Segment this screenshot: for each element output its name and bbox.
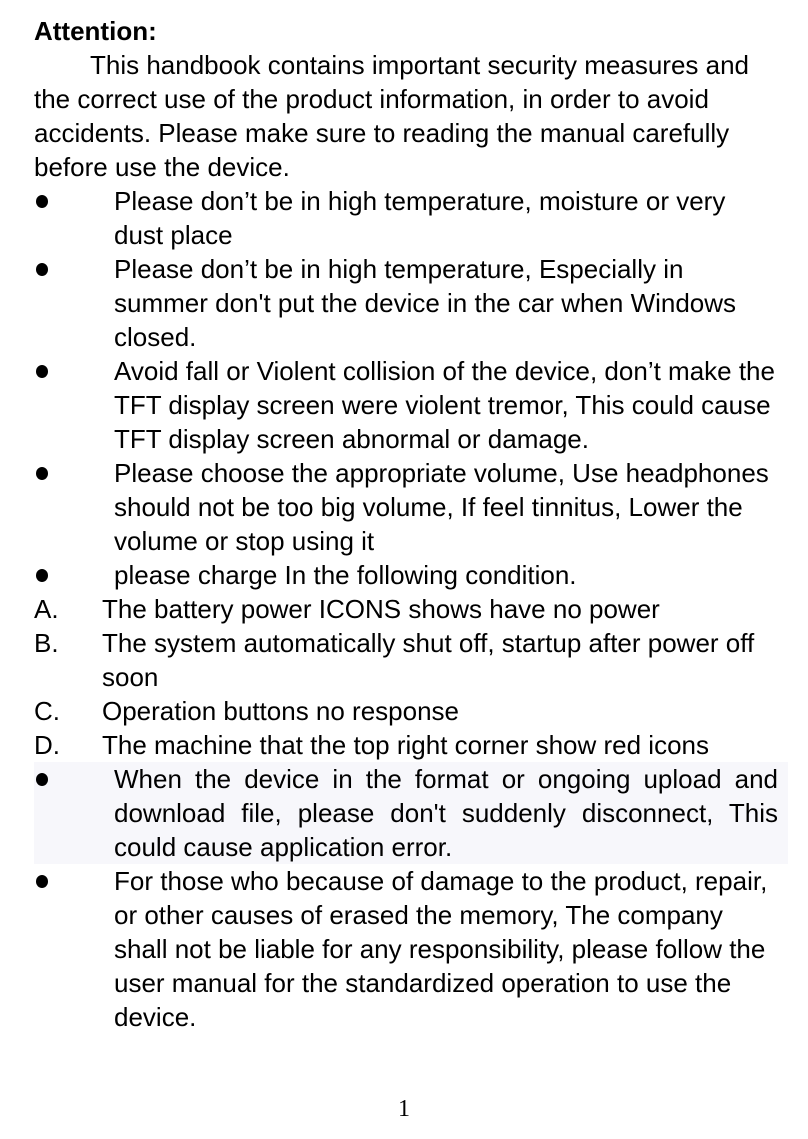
bullet-text: When the device in the format or ongoing upload and download file, please don't suddenly disconnect, This could cause application error. <box>114 764 778 862</box>
condition-text: The battery power ICONS shows have no power <box>102 594 660 624</box>
bullet-text: Avoid fall or Violent collision of the device, don’t make the TFT display screen were violent tremor, This could cause TFT display screen abnormal or damage. <box>114 356 775 454</box>
condition-item <box>34 728 778 762</box>
bullet-text: Please choose the appropriate volume, Use headphones should not be too big volume, If feel tinnitus, Lower the volume or stop using it <box>114 458 769 556</box>
bullet-text: please charge In the following condition. <box>114 560 577 590</box>
condition-item <box>34 626 778 694</box>
condition-text: The machine that the top right corner show red icons <box>102 730 709 760</box>
bullet-item <box>34 354 778 456</box>
bullet-icon <box>36 467 48 480</box>
page-number: 1 <box>398 1096 410 1122</box>
condition-letter: D. <box>34 730 60 760</box>
bullet-icon <box>36 365 48 378</box>
bullet-icon <box>36 773 48 786</box>
condition-item <box>34 592 778 626</box>
condition-letter: B. <box>34 628 59 658</box>
bullet-item <box>34 184 778 252</box>
condition-text: The system automatically shut off, startup after power off soon <box>102 628 755 692</box>
bullet-text: Please don’t be in high temperature, moisture or very dust place <box>114 186 726 250</box>
bullet-icon <box>36 875 48 888</box>
bullet-icon <box>36 569 48 582</box>
manual-page <box>34 14 778 1034</box>
condition-text: Operation buttons no response <box>102 696 460 726</box>
page-heading: Attention: <box>34 16 157 46</box>
bullet-icon <box>36 263 48 276</box>
bullet-icon <box>36 195 48 208</box>
bullet-text: For those who because of damage to the product, repair, or other causes of erased the memory, The company shall not be liable for any responsibility, please follow the user manual for the standardized operation to use the device. <box>114 866 768 1032</box>
condition-letter: A. <box>34 594 59 624</box>
intro-paragraph: This handbook contains important security measures and the correct use of the product information, in order to avoid accidents. Please make sure to reading the manual carefully before use the device. <box>34 50 750 182</box>
bullet-item <box>34 864 778 1034</box>
bullet-item <box>34 456 778 558</box>
bullet-item <box>34 762 788 864</box>
bullet-text: Please don’t be in high temperature, Especially in summer don't put the device in the car when Windows closed. <box>114 254 737 352</box>
bullet-item <box>34 252 778 354</box>
condition-item <box>34 694 778 728</box>
condition-letter: C. <box>34 696 60 726</box>
bullet-item <box>34 558 778 592</box>
